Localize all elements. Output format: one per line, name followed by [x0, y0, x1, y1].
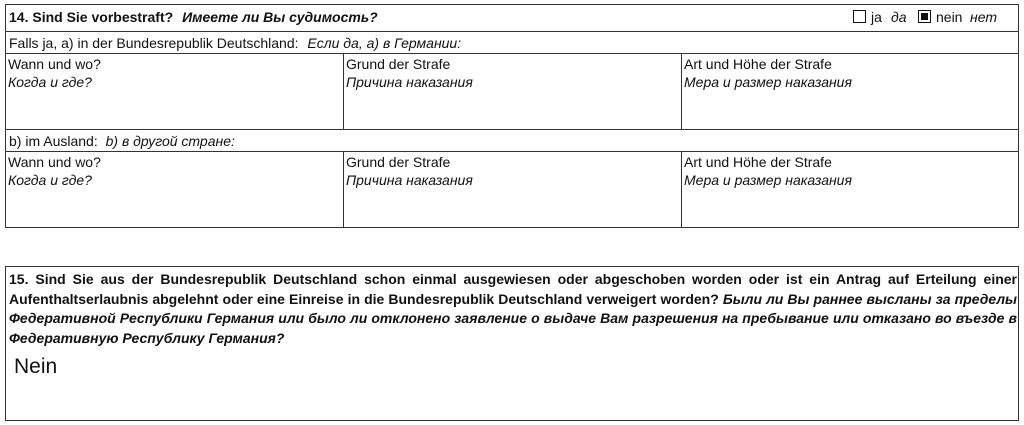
- q14-no-label-ru: нет: [970, 9, 997, 25]
- q15-text-ru: Были ли Вы раннее высланы за пределы Федеративной Республики Германия или было ли отклонено заявление о выдаче Вам разрешения на пребывание или отказано во въезде в Федеративную Республику Германия?: [9, 290, 1017, 346]
- q15-text-de: Sind Sie aus der Bundesrepublik Deutschland schon einmal ausgewiesen oder abgeschoben worden oder ist ein Antrag auf Erteilung einer Aufenthaltserlaubnis abgelehnt oder eine Einreise in die Bundesrepublik Deutschland verweigert worden?: [9, 271, 1017, 307]
- q14-abroad-header-ru: b) в другой стране:: [105, 133, 235, 149]
- q14-germany-header-de: Falls ja, a) in der Bundesrepublik Deutschland:: [9, 35, 299, 51]
- column-divider: [681, 151, 682, 228]
- q14-no-label-de: nein: [936, 9, 963, 25]
- divider: [5, 53, 1019, 54]
- q15-number: 15.: [9, 271, 29, 287]
- q14-germany-reason-de: Grund der Strafe: [346, 56, 451, 72]
- q14-abroad-when-de: Wann und wo?: [8, 154, 101, 170]
- q14-germany-when-ru: Когда и где?: [8, 74, 92, 90]
- column-divider: [343, 53, 344, 129]
- q15-answer-field[interactable]: Nein: [14, 355, 58, 378]
- q14-abroad-reason-ru: Причина наказания: [346, 172, 473, 188]
- q14-abroad-type-de: Art und Höhe der Strafe: [684, 154, 832, 170]
- q14-abroad-when-ru: Когда и где?: [8, 172, 92, 188]
- q14-germany-type-ru: Мера и размер наказания: [684, 74, 852, 90]
- q14-abroad-header: [9, 132, 235, 150]
- q14-germany-header-ru: Если да, a) в Германии:: [307, 35, 462, 51]
- q14-yes-label-ru: да: [891, 9, 907, 25]
- divider: [5, 151, 1019, 152]
- q14-germany-type-de: Art und Höhe der Strafe: [684, 56, 832, 72]
- q14-label-ru: Имеете ли Вы судимость?: [182, 9, 378, 25]
- divider: [5, 129, 1019, 130]
- q14-yes-checkbox[interactable]: [853, 10, 866, 23]
- q14-abroad-type-ru: Мера и размер наказания: [684, 172, 852, 188]
- q14-title: [9, 8, 378, 26]
- q14-yes-label-de: ja: [871, 9, 882, 25]
- q14-abroad-header-de: b) im Ausland:: [9, 133, 98, 149]
- q14-abroad-reason-de: Grund der Strafe: [346, 154, 451, 170]
- q14-label-de: 14. Sind Sie vorbestraft?: [9, 9, 174, 25]
- q14-germany-reason-ru: Причина наказания: [346, 74, 473, 90]
- q15-question: [9, 270, 1017, 348]
- q14-germany-header: [9, 34, 461, 52]
- q14-germany-when-de: Wann und wo?: [8, 56, 101, 72]
- divider: [5, 31, 1019, 32]
- q14-no-checkbox[interactable]: [918, 10, 931, 23]
- column-divider: [343, 151, 344, 228]
- column-divider: [681, 53, 682, 129]
